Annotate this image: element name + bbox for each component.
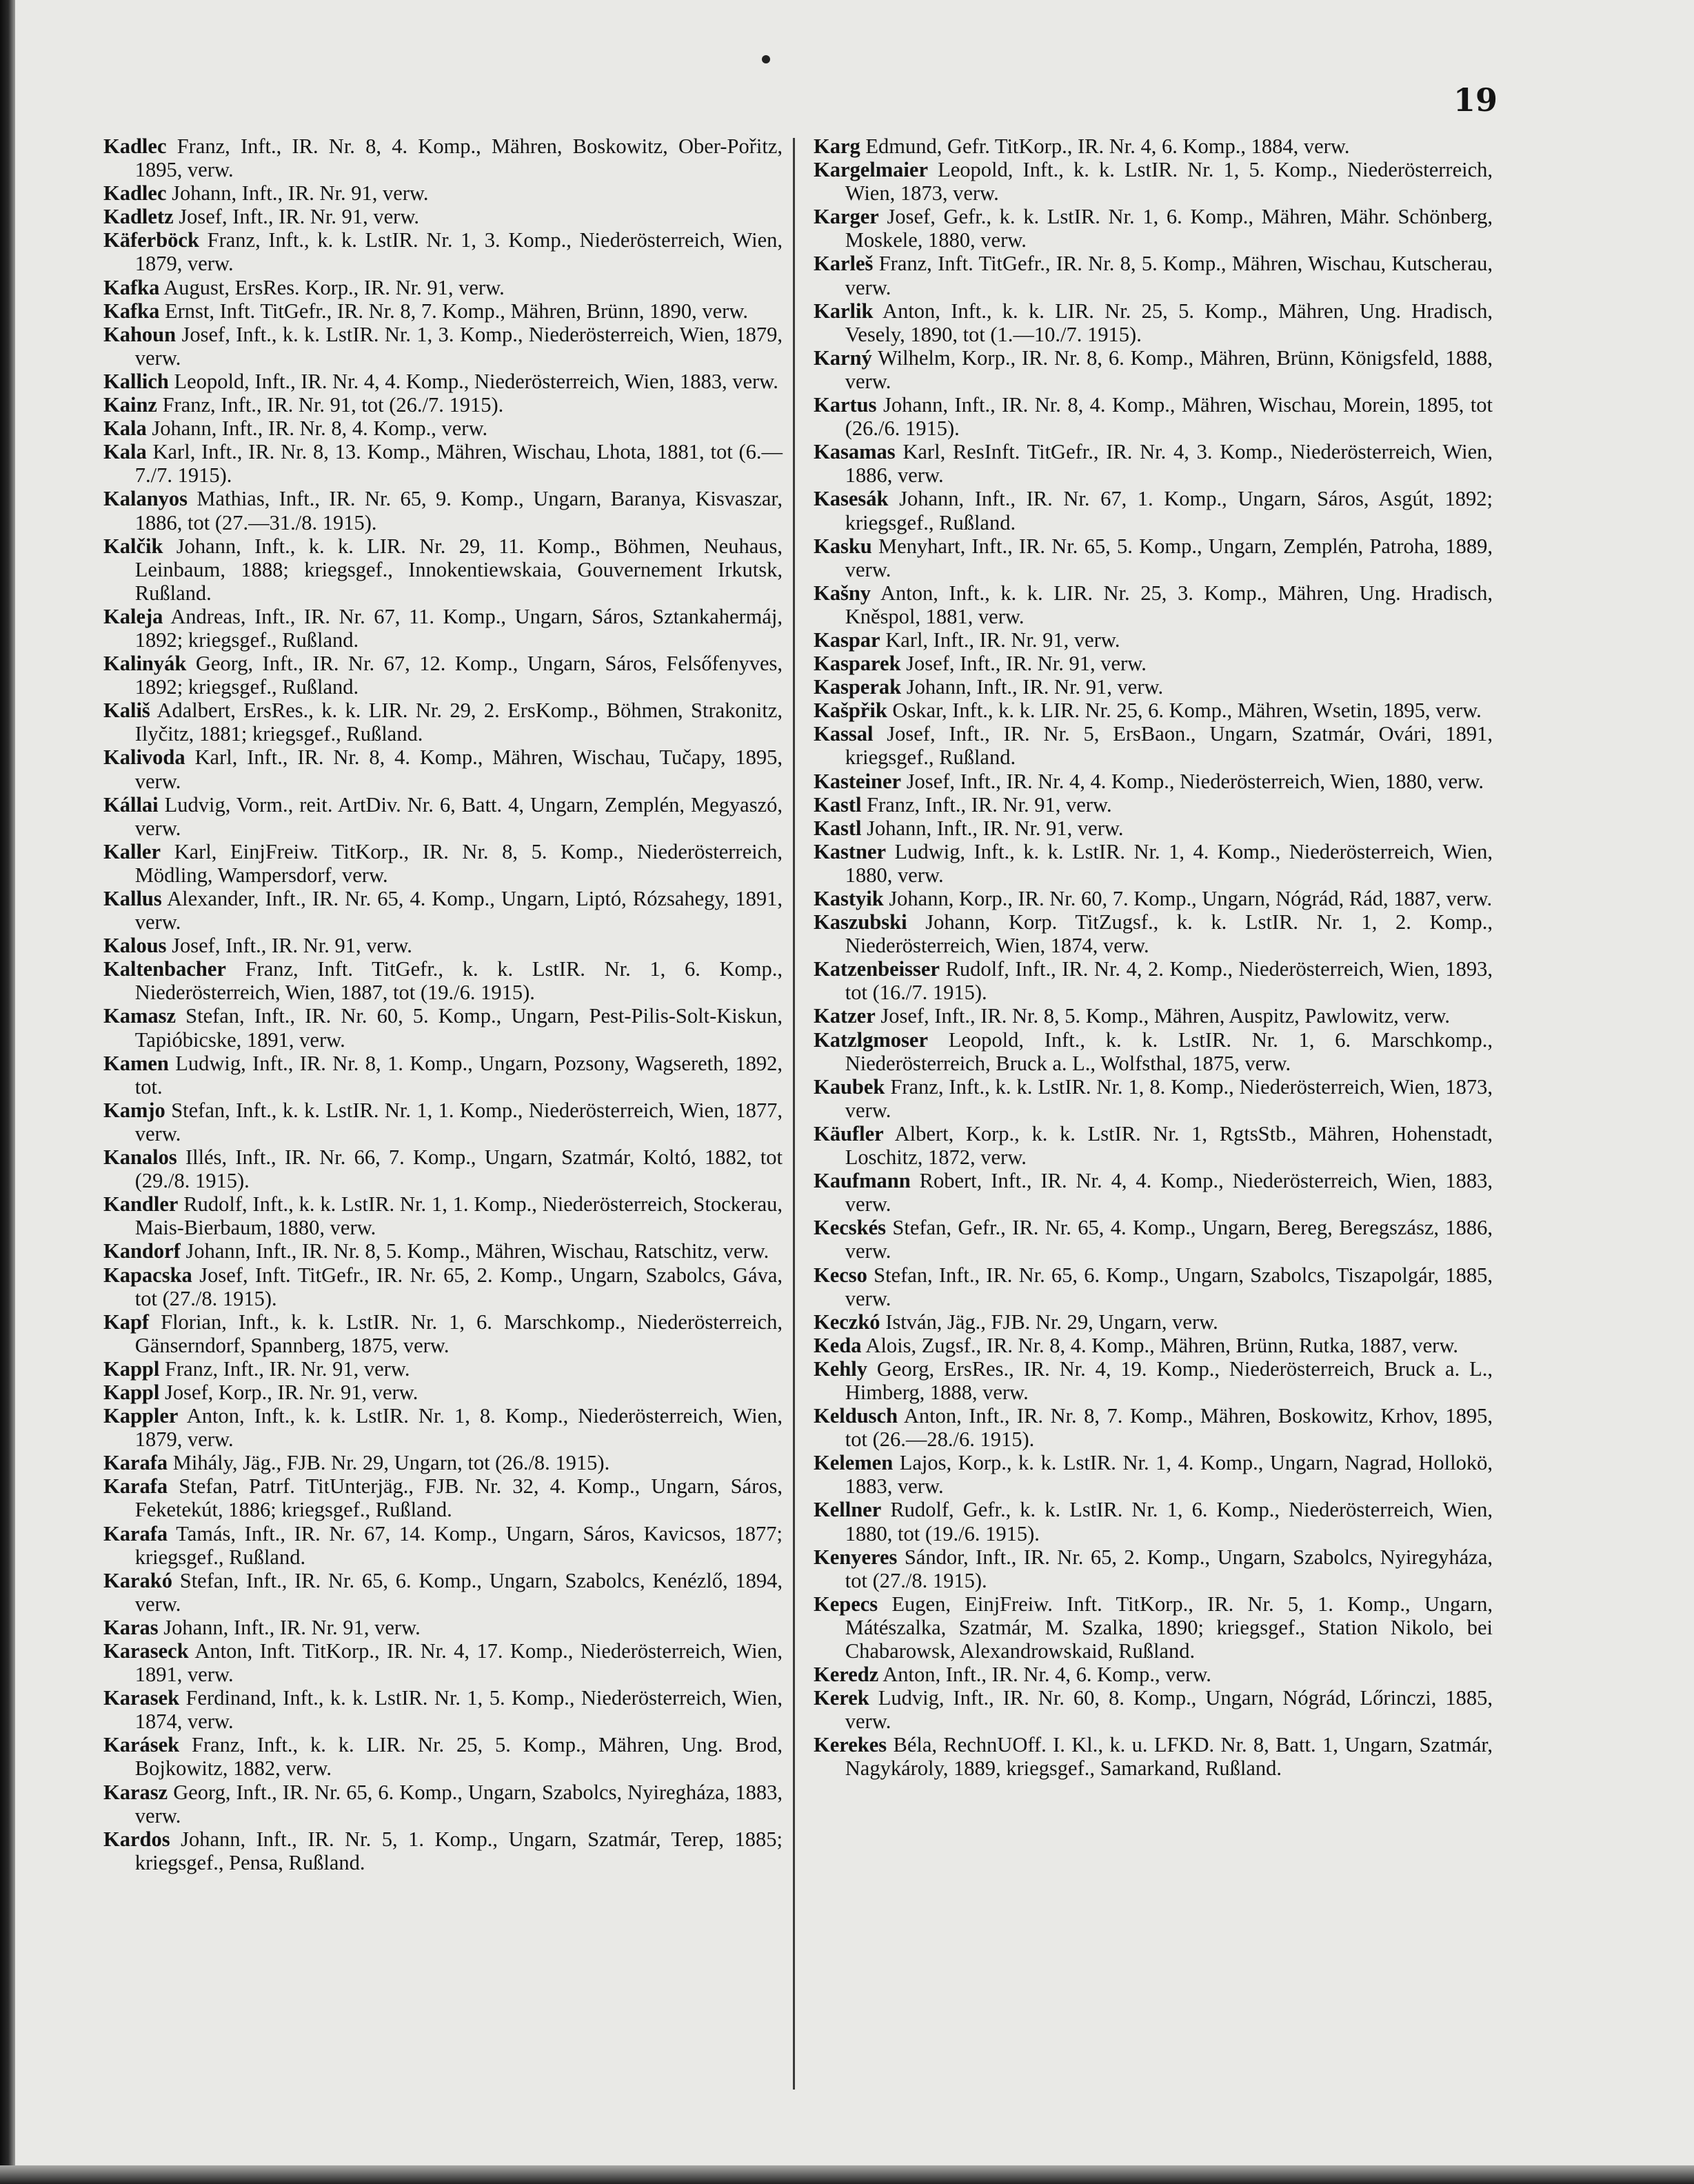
list-entry xyxy=(103,1357,783,1381)
list-entry xyxy=(103,934,783,957)
entry-details: Franz, Inft., IR. Nr. 8, 4. Komp., Mähren, Boskowitz, Ober-Pořitz, 1895, verw. xyxy=(134,134,783,182)
entry-surname: Kaleja xyxy=(103,604,163,628)
entry-surname: Kamjo xyxy=(103,1098,165,1122)
list-entry xyxy=(814,628,1493,652)
entry-surname: Kasperak xyxy=(814,675,902,699)
entry-details: Josef, Inft., IR. Nr. 91, verw. xyxy=(173,205,419,229)
list-entry xyxy=(103,1099,783,1145)
entry-surname: Karger xyxy=(814,205,879,229)
entry-surname: Kerekes xyxy=(814,1733,887,1757)
entry-surname: Keda xyxy=(814,1333,862,1357)
entry-details: Lajos, Korp., k. k. LstIR. Nr. 1, 4. Komp., Ungarn, Nagrad, Hollokö, 1883, verw. xyxy=(845,1451,1493,1499)
entry-details: Ludwig, Inft., IR. Nr. 8, 1. Komp., Ungarn, Pozsony, Wagsereth, 1892, tot. xyxy=(134,1051,783,1099)
entry-details: August, ErsRes. Korp., IR. Nr. 91, verw. xyxy=(159,275,505,299)
list-entry xyxy=(103,181,783,205)
list-entry xyxy=(814,487,1493,534)
right-column xyxy=(814,134,1493,1781)
entry-surname: Kecso xyxy=(814,1263,867,1287)
list-entry xyxy=(103,1310,783,1357)
entry-details: Johann, Inft., IR. Nr. 8, 4. Komp., Mähren, Wischau, Morein, 1895, tot (26./6. 1915). xyxy=(845,393,1493,441)
entry-details: Ludwig, Inft., k. k. LstIR. Nr. 1, 4. Komp., Niederösterreich, Wien, 1880, verw. xyxy=(845,839,1493,887)
list-entry xyxy=(814,440,1493,487)
list-entry xyxy=(814,770,1493,793)
list-entry xyxy=(103,840,783,887)
entry-details: Stefan, Inft., IR. Nr. 60, 5. Komp., Ungarn, Pest-Pilis-Solt-Kiskun, Tapióbicske, 1891, verw. xyxy=(134,1004,783,1052)
entry-surname: Kastner xyxy=(814,839,887,863)
entry-surname: Kállai xyxy=(103,792,159,817)
entry-surname: Kalčik xyxy=(103,534,163,558)
scan-bottom-edge xyxy=(0,2165,1694,2184)
entry-details: Mathias, Inft., IR. Nr. 65, 9. Komp., Ungarn, Baranya, Kisvaszar, 1886, tot (27.—31./8. 1915). xyxy=(134,487,783,534)
entry-surname: Kaubek xyxy=(814,1074,885,1099)
entry-details: Johann, Inft., IR. Nr. 8, 5. Komp., Mähren, Wischau, Ratschitz, verw. xyxy=(180,1239,769,1263)
list-entry xyxy=(814,1028,1493,1075)
entry-surname: Kalivoda xyxy=(103,745,185,770)
list-entry xyxy=(814,1122,1493,1169)
entry-surname: Kallich xyxy=(103,369,169,393)
entry-surname: Kastl xyxy=(814,792,862,817)
entry-surname: Kasteiner xyxy=(814,769,902,793)
entry-details: Stefan, Inft., IR. Nr. 65, 6. Komp., Ungarn, Szabolcs, Tiszapolgár, 1885, verw. xyxy=(845,1263,1493,1310)
left-column xyxy=(103,134,783,1874)
entry-details: Josef, Inft., k. k. LstIR. Nr. 1, 3. Komp., Niederösterreich, Wien, 1879, verw. xyxy=(134,322,783,370)
entry-surname: Kanalos xyxy=(103,1145,177,1170)
list-entry xyxy=(103,417,783,440)
entry-details: Johann, Inft., IR. Nr. 91, verw. xyxy=(901,675,1164,699)
list-entry xyxy=(103,1639,783,1686)
list-entry xyxy=(103,1263,783,1310)
entry-surname: Kaufmann xyxy=(814,1169,911,1193)
entry-surname: Kaller xyxy=(103,839,161,863)
entry-surname: Kašpřik xyxy=(814,699,887,723)
list-entry xyxy=(814,1310,1493,1334)
entry-details: Josef, Inft., IR. Nr. 5, ErsBaon., Ungarn, Szatmár, Ovári, 1891, kriegsgef., Rußland. xyxy=(845,722,1493,770)
entry-surname: Karaseck xyxy=(103,1639,189,1663)
entry-details: Stefan, Inft., k. k. LstIR. Nr. 1, 1. Komp., Niederösterreich, Wien, 1877, verw. xyxy=(134,1098,783,1145)
entry-details: Georg, Inft., IR. Nr. 67, 12. Komp., Ungarn, Sáros, Felsőfenyves, 1892; kriegsgef., Rußland. xyxy=(134,652,783,699)
entry-surname: Kaspar xyxy=(814,628,880,652)
entry-surname: Kala xyxy=(103,417,147,441)
entry-details: Mihály, Jäg., FJB. Nr. 29, Ungarn, tot (26./8. 1915). xyxy=(168,1451,610,1475)
entry-surname: Kecskés xyxy=(814,1216,887,1240)
list-entry xyxy=(103,393,783,417)
entry-surname: Kastl xyxy=(814,816,862,840)
entry-details: Franz, Inft. TitGefr., k. k. LstIR. Nr. 1, 6. Komp., Niederösterreich, Wien, 1887, tot (19./6. 1915). xyxy=(134,957,783,1005)
entry-details: Josef, Inft., IR. Nr. 91, verw. xyxy=(166,934,412,958)
entry-surname: Kepecs xyxy=(814,1592,878,1616)
list-entry xyxy=(103,1474,783,1521)
scan-left-edge xyxy=(0,0,15,2184)
list-entry xyxy=(103,276,783,299)
list-entry xyxy=(103,745,783,792)
entry-surname: Karlik xyxy=(814,299,874,323)
entry-surname: Keredz xyxy=(814,1663,879,1687)
entry-surname: Kasesák xyxy=(814,487,889,511)
list-entry xyxy=(103,228,783,275)
entry-details: Rudolf, Gefr., k. k. LstIR. Nr. 1, 6. Komp., Niederösterreich, Wien, 1880, tot (19./6. 1915). xyxy=(845,1498,1493,1545)
list-entry xyxy=(814,652,1493,675)
entry-details: Rudolf, Inft., k. k. LstIR. Nr. 1, 1. Komp., Niederösterreich, Stockerau, Mais-Bierbaum, 1880, verw. xyxy=(134,1192,783,1240)
list-entry xyxy=(814,675,1493,699)
entry-details: Josef, Inft. TitGefr., IR. Nr. 65, 2. Komp., Ungarn, Szabolcs, Gáva, tot (27./8. 1915). xyxy=(134,1263,783,1310)
list-entry xyxy=(103,1239,783,1263)
entry-details: Illés, Inft., IR. Nr. 66, 7. Komp., Ungarn, Szatmár, Koltó, 1882, tot (29./8. 1915). xyxy=(134,1145,783,1193)
entry-surname: Kelemen xyxy=(814,1451,894,1475)
list-entry xyxy=(814,722,1493,769)
entry-surname: Kasparek xyxy=(814,652,901,676)
entry-surname: Kehly xyxy=(814,1356,867,1381)
list-entry xyxy=(814,1686,1493,1733)
entry-details: Andreas, Inft., IR. Nr. 67, 11. Komp., Ungarn, Sáros, Sztankahermáj, 1892; kriegsgef., Rußland. xyxy=(134,604,783,652)
entry-surname: Kahoun xyxy=(103,322,177,346)
entry-surname: Kastyik xyxy=(814,887,884,910)
entry-surname: Kališ xyxy=(103,699,150,723)
entry-details: Johann, Inft., IR. Nr. 91, verw. xyxy=(166,181,429,206)
entry-surname: Karásek xyxy=(103,1733,180,1757)
list-entry xyxy=(814,393,1493,440)
list-entry xyxy=(103,1145,783,1192)
list-entry xyxy=(103,1381,783,1404)
entry-details: Johann, Inft., k. k. LIR. Nr. 29, 11. Komp., Böhmen, Neuhaus, Leinbaum, 1888; kriegsgef., Innokentiewskaia, Gouvernement Irkutsk, Rußland. xyxy=(134,534,783,605)
entry-details: Josef, Inft., IR. Nr. 91, verw. xyxy=(900,652,1147,676)
entry-surname: Kartus xyxy=(814,393,877,417)
list-entry xyxy=(103,887,783,934)
entry-surname: Kargelmaier xyxy=(814,158,928,182)
list-entry xyxy=(103,534,783,605)
entry-details: Stefan, Inft., IR. Nr. 65, 6. Komp., Ungarn, Szabolcs, Kenézlő, 1894, verw. xyxy=(134,1568,783,1616)
list-entry xyxy=(103,299,783,323)
entry-surname: Karasz xyxy=(103,1780,168,1804)
entry-surname: Karný xyxy=(814,345,872,370)
entry-surname: Kappl xyxy=(103,1380,160,1404)
list-entry xyxy=(814,134,1493,158)
entry-surname: Karleš xyxy=(814,252,874,276)
entry-details: Anton, Inft., k. k. LIR. Nr. 25, 3. Komp., Mähren, Ung. Hradisch, Kněspol, 1881, verw. xyxy=(845,581,1493,628)
list-entry xyxy=(103,699,783,745)
entry-surname: Keldusch xyxy=(814,1404,898,1428)
entry-details: Leopold, Inft., IR. Nr. 4, 4. Komp., Niederösterreich, Wien, 1883, verw. xyxy=(168,369,778,393)
list-entry xyxy=(103,1451,783,1474)
list-entry xyxy=(814,1357,1493,1404)
entry-surname: Kandler xyxy=(103,1192,179,1216)
list-entry xyxy=(814,1663,1493,1686)
list-entry xyxy=(814,1498,1493,1545)
entry-details: Leopold, Inft., k. k. LstIR. Nr. 1, 6. Marschkomp., Niederösterreich, Bruck a. L., Wolfsthal, 1875, verw. xyxy=(845,1028,1493,1075)
list-entry xyxy=(814,699,1493,722)
entry-details: Wilhelm, Korp., IR. Nr. 8, 6. Komp., Mähren, Brünn, Königsfeld, 1888, verw. xyxy=(845,345,1493,393)
entry-surname: Katzer xyxy=(814,1004,876,1028)
list-entry xyxy=(814,534,1493,581)
entry-details: Sándor, Inft., IR. Nr. 65, 2. Komp., Ungarn, Szabolcs, Nyiregyháza, tot (27./8. 1915). xyxy=(845,1545,1493,1592)
list-entry xyxy=(814,581,1493,628)
list-entry xyxy=(103,957,783,1004)
list-entry xyxy=(103,605,783,652)
entry-details: Johann, Inft., IR. Nr. 91, verw. xyxy=(861,816,1124,840)
entry-surname: Karas xyxy=(103,1615,159,1639)
entry-surname: Kellner xyxy=(814,1498,882,1522)
entry-details: Josef, Inft., IR. Nr. 4, 4. Komp., Niederösterreich, Wien, 1880, verw. xyxy=(901,769,1484,793)
entry-details: Stefan, Gefr., IR. Nr. 65, 4. Komp., Ungarn, Bereg, Beregszász, 1886, verw. xyxy=(845,1216,1493,1263)
entry-surname: Katzlgmoser xyxy=(814,1028,928,1052)
list-entry xyxy=(103,1733,783,1780)
entry-surname: Karafa xyxy=(103,1521,168,1545)
list-entry xyxy=(814,252,1493,299)
list-entry xyxy=(103,652,783,699)
entry-surname: Kalanyos xyxy=(103,487,188,511)
entry-details: Alois, Zugsf., IR. Nr. 8, 4. Komp., Mähren, Brünn, Rutka, 1887, verw. xyxy=(861,1333,1458,1357)
entry-surname: Käferböck xyxy=(103,228,199,252)
entry-details: Johann, Inft., IR. Nr. 8, 4. Komp., verw. xyxy=(146,417,488,441)
list-entry xyxy=(814,1733,1493,1780)
entry-surname: Kassal xyxy=(814,722,874,746)
list-entry xyxy=(814,299,1493,346)
entry-details: Karl, Inft., IR. Nr. 8, 4. Komp., Mähren, Wischau, Tučapy, 1895, verw. xyxy=(134,745,783,793)
list-entry xyxy=(103,1004,783,1051)
entry-surname: Kapf xyxy=(103,1310,150,1334)
entry-details: Johann, Inft., IR. Nr. 91, verw. xyxy=(158,1615,421,1639)
entry-details: Anton, Inft., k. k. LIR. Nr. 25, 5. Komp., Mähren, Ung. Hradisch, Vesely, 1890, tot (1.—10./7. 1915). xyxy=(845,299,1493,346)
list-entry xyxy=(103,1827,783,1874)
entry-details: Georg, ErsRes., IR. Nr. 4, 19. Komp., Niederösterreich, Bruck a. L., Himberg, 1888, verw. xyxy=(845,1356,1493,1404)
entry-surname: Kallus xyxy=(103,887,162,910)
entry-details: Karl, Inft., IR. Nr. 91, verw. xyxy=(880,628,1120,652)
entry-details: Franz, Inft. TitGefr., IR. Nr. 8, 5. Komp., Mähren, Wischau, Kutscherau, verw. xyxy=(845,252,1493,299)
entry-details: Menyhart, Inft., IR. Nr. 65, 5. Komp., Ungarn, Zemplén, Patroha, 1889, verw. xyxy=(845,534,1493,581)
entry-surname: Kadlec xyxy=(103,134,167,158)
entry-details: Albert, Korp., k. k. LstIR. Nr. 1, RgtsStb., Mähren, Hohenstadt, Loschitz, 1872, verw. xyxy=(845,1121,1493,1170)
list-entry xyxy=(814,205,1493,252)
entry-surname: Kappl xyxy=(103,1356,160,1381)
entry-details: Franz, Inft., k. k. LstIR. Nr. 1, 3. Komp., Niederösterreich, Wien, 1879, verw. xyxy=(134,228,783,276)
list-entry xyxy=(103,323,783,370)
entry-surname: Karafa xyxy=(103,1474,168,1499)
list-entry xyxy=(103,1616,783,1639)
list-entry xyxy=(103,370,783,393)
entry-details: Franz, Inft., IR. Nr. 91, tot (26./7. 1915). xyxy=(157,393,504,417)
entry-surname: Kasamas xyxy=(814,440,896,464)
entry-details: Stefan, Patrf. TitUnterjäg., FJB. Nr. 32, 4. Komp., Ungarn, Sáros, Feketekút, 1886; kriegsgef., Rußland. xyxy=(134,1474,783,1522)
entry-surname: Keczkó xyxy=(814,1310,880,1334)
entry-surname: Kenyeres xyxy=(814,1545,898,1569)
entry-details: Ludvig, Inft., IR. Nr. 60, 8. Komp., Ungarn, Nógrád, Lőrinczi, 1885, verw. xyxy=(845,1686,1493,1734)
entry-surname: Kapacska xyxy=(103,1263,192,1287)
list-entry xyxy=(814,887,1493,910)
list-entry xyxy=(814,957,1493,1004)
list-entry xyxy=(814,817,1493,840)
entry-details: Anton, Inft., IR. Nr. 4, 6. Komp., verw. xyxy=(878,1663,1211,1687)
entry-details: Josef, Inft., IR. Nr. 8, 5. Komp., Mähren, Auspitz, Pawlowitz, verw. xyxy=(875,1004,1451,1028)
entry-surname: Karasek xyxy=(103,1686,180,1710)
list-entry xyxy=(814,1004,1493,1028)
entry-surname: Kadlec xyxy=(103,181,167,206)
entry-details: Georg, Inft., IR. Nr. 65, 6. Komp., Ungarn, Szabolcs, Nyiregháza, 1883, verw. xyxy=(134,1780,783,1827)
list-entry xyxy=(814,346,1493,393)
entry-surname: Kerek xyxy=(814,1686,869,1710)
entry-surname: Kaltenbacher xyxy=(103,957,226,981)
entry-surname: Kaszubski xyxy=(814,910,907,934)
entry-surname: Kappler xyxy=(103,1404,179,1428)
entry-surname: Kafka xyxy=(103,275,160,299)
list-entry xyxy=(814,1592,1493,1663)
ink-dot xyxy=(762,55,770,63)
list-entry xyxy=(103,487,783,534)
entry-details: Franz, Inft., k. k. LIR. Nr. 25, 5. Komp., Mähren, Ung. Brod, Bojkowitz, 1882, verw. xyxy=(134,1733,783,1781)
entry-details: Johann, Korp., IR. Nr. 60, 7. Komp., Ungarn, Nógrád, Rád, 1887, verw. xyxy=(883,887,1493,910)
list-entry xyxy=(814,1075,1493,1122)
list-entry xyxy=(103,793,783,840)
entry-details: Franz, Inft., k. k. LstIR. Nr. 1, 8. Komp., Niederösterreich, Wien, 1873, verw. xyxy=(845,1074,1493,1122)
entry-details: Edmund, Gefr. TitKorp., IR. Nr. 4, 6. Komp., 1884, verw. xyxy=(860,134,1350,158)
entry-surname: Karakó xyxy=(103,1568,172,1592)
list-entry xyxy=(103,134,783,181)
list-entry xyxy=(814,1545,1493,1592)
entry-surname: Kala xyxy=(103,440,147,464)
list-entry xyxy=(814,1216,1493,1263)
entry-surname: Kamen xyxy=(103,1051,169,1075)
entry-details: Anton, Inft. TitKorp., IR. Nr. 4, 17. Komp., Niederösterreich, Wien, 1891, verw. xyxy=(134,1639,783,1687)
entry-surname: Kadletz xyxy=(103,205,174,229)
entry-details: Adalbert, ErsRes., k. k. LIR. Nr. 29, 2. ErsKomp., Böhmen, Strakonitz, Ilyčitz, 1881; kriegsgef., Rußland. xyxy=(134,699,783,746)
entry-details: Eugen, EinjFreiw. Inft. TitKorp., IR. Nr. 5, 1. Komp., Ungarn, Mátészalka, Szatmár, M. Szalka, 1890; kriegsgef., Station Nikolo, bei Chabarowsk, Alexandrowskaid, Rußland. xyxy=(845,1592,1493,1663)
entry-details: Florian, Inft., k. k. LstIR. Nr. 1, 6. Marschkomp., Niederösterreich, Gänserndorf, Spannberg, 1875, verw. xyxy=(134,1310,783,1357)
entry-details: Franz, Inft., IR. Nr. 91, verw. xyxy=(159,1356,410,1381)
list-entry xyxy=(814,1169,1493,1216)
entry-details: Robert, Inft., IR. Nr. 4, 4. Komp., Niederösterreich, Wien, 1883, verw. xyxy=(845,1169,1493,1216)
list-entry xyxy=(103,1052,783,1099)
page-number: 19 xyxy=(1453,81,1498,119)
entry-surname: Kandorf xyxy=(103,1239,181,1263)
entry-details: Karl, EinjFreiw. TitKorp., IR. Nr. 8, 5. Komp., Niederösterreich, Mödling, Wampersdorf, verw. xyxy=(134,839,783,887)
entry-details: Franz, Inft., IR. Nr. 91, verw. xyxy=(861,792,1112,817)
entry-details: Karl, Inft., IR. Nr. 8, 13. Komp., Mähren, Wischau, Lhota, 1881, tot (6.—7./7. 1915). xyxy=(134,440,783,488)
entry-details: Béla, RechnUOff. I. Kl., k. u. LFKD. Nr. 8, Batt. 1, Ungarn, Szatmár, Nagykároly, 1889, kriegsgef., Samarkand, Rußland. xyxy=(845,1733,1493,1781)
list-entry xyxy=(103,1569,783,1616)
list-entry xyxy=(814,793,1493,817)
entry-details: Leopold, Inft., k. k. LstIR. Nr. 1, 5. Komp., Niederösterreich, Wien, 1873, verw. xyxy=(845,158,1493,206)
entry-details: Josef, Korp., IR. Nr. 91, verw. xyxy=(159,1380,419,1404)
list-entry xyxy=(103,440,783,487)
list-entry xyxy=(103,205,783,228)
list-entry xyxy=(814,1263,1493,1310)
entry-surname: Karg xyxy=(814,134,860,158)
entry-details: Karl, ResInft. TitGefr., IR. Nr. 4, 3. Komp., Niederösterreich, Wien, 1886, verw. xyxy=(845,440,1493,488)
entry-surname: Kašny xyxy=(814,581,871,605)
entry-surname: Kardos xyxy=(103,1827,170,1851)
entry-details: Josef, Gefr., k. k. LstIR. Nr. 1, 6. Komp., Mähren, Mähr. Schönberg, Moskele, 1880, verw. xyxy=(845,205,1493,252)
entry-details: Anton, Inft., IR. Nr. 8, 7. Komp., Mähren, Boskowitz, Krhov, 1895, tot (26.—28./6. 1915). xyxy=(845,1404,1493,1452)
column-divider xyxy=(793,138,795,2090)
entry-surname: Käufler xyxy=(814,1121,884,1145)
list-entry xyxy=(814,910,1493,957)
entry-details: Anton, Inft., k. k. LstIR. Nr. 1, 8. Komp., Niederösterreich, Wien, 1879, verw. xyxy=(134,1404,783,1452)
entry-details: István, Jäg., FJB. Nr. 29, Ungarn, verw. xyxy=(880,1310,1218,1334)
entry-details: Tamás, Inft., IR. Nr. 67, 14. Komp., Ungarn, Sáros, Kavicsos, 1877; kriegsgef., Rußland. xyxy=(134,1521,783,1569)
entry-details: Johann, Inft., IR. Nr. 5, 1. Komp., Ungarn, Szatmár, Terep, 1885; kriegsgef., Pensa, Rußland. xyxy=(134,1827,783,1874)
entry-surname: Kalous xyxy=(103,934,167,958)
entry-surname: Kalinyák xyxy=(103,652,187,676)
list-entry xyxy=(814,1334,1493,1357)
entry-details: Rudolf, Inft., IR. Nr. 4, 2. Komp., Niederösterreich, Wien, 1893, tot (16./7. 1915). xyxy=(845,957,1493,1005)
entry-surname: Katzenbeisser xyxy=(814,957,940,981)
entry-surname: Kainz xyxy=(103,393,157,417)
entry-details: Johann, Inft., IR. Nr. 67, 1. Komp., Ungarn, Sáros, Asgút, 1892; kriegsgef., Rußland. xyxy=(845,487,1493,534)
list-entry xyxy=(814,1404,1493,1451)
entry-details: Ernst, Inft. TitGefr., IR. Nr. 8, 7. Komp., Mähren, Brünn, 1890, verw. xyxy=(159,299,749,323)
entry-details: Alexander, Inft., IR. Nr. 65, 4. Komp., Ungarn, Liptó, Rózsahegy, 1891, verw. xyxy=(134,887,783,934)
entry-details: Oskar, Inft., k. k. LIR. Nr. 25, 6. Komp., Mähren, Wsetin, 1895, verw. xyxy=(887,699,1482,723)
list-entry xyxy=(103,1522,783,1569)
list-entry xyxy=(103,1686,783,1733)
list-entry xyxy=(103,1781,783,1827)
list-entry xyxy=(103,1192,783,1239)
entry-surname: Kafka xyxy=(103,299,160,323)
entry-details: Ferdinand, Inft., k. k. LstIR. Nr. 1, 5. Komp., Niederösterreich, Wien, 1874, verw. xyxy=(134,1686,783,1734)
entry-surname: Kasku xyxy=(814,534,872,558)
entry-details: Johann, Korp. TitZugsf., k. k. LstIR. Nr. 1, 2. Komp., Niederösterreich, Wien, 1874, verw. xyxy=(845,910,1493,958)
entry-surname: Kamasz xyxy=(103,1004,177,1028)
list-entry xyxy=(814,840,1493,887)
entry-details: Ludvig, Vorm., reit. ArtDiv. Nr. 6, Batt. 4, Ungarn, Zemplén, Megyaszó, verw. xyxy=(134,792,783,840)
list-entry xyxy=(814,1451,1493,1498)
list-entry xyxy=(814,158,1493,205)
list-entry xyxy=(103,1404,783,1451)
entry-surname: Karafa xyxy=(103,1451,168,1475)
